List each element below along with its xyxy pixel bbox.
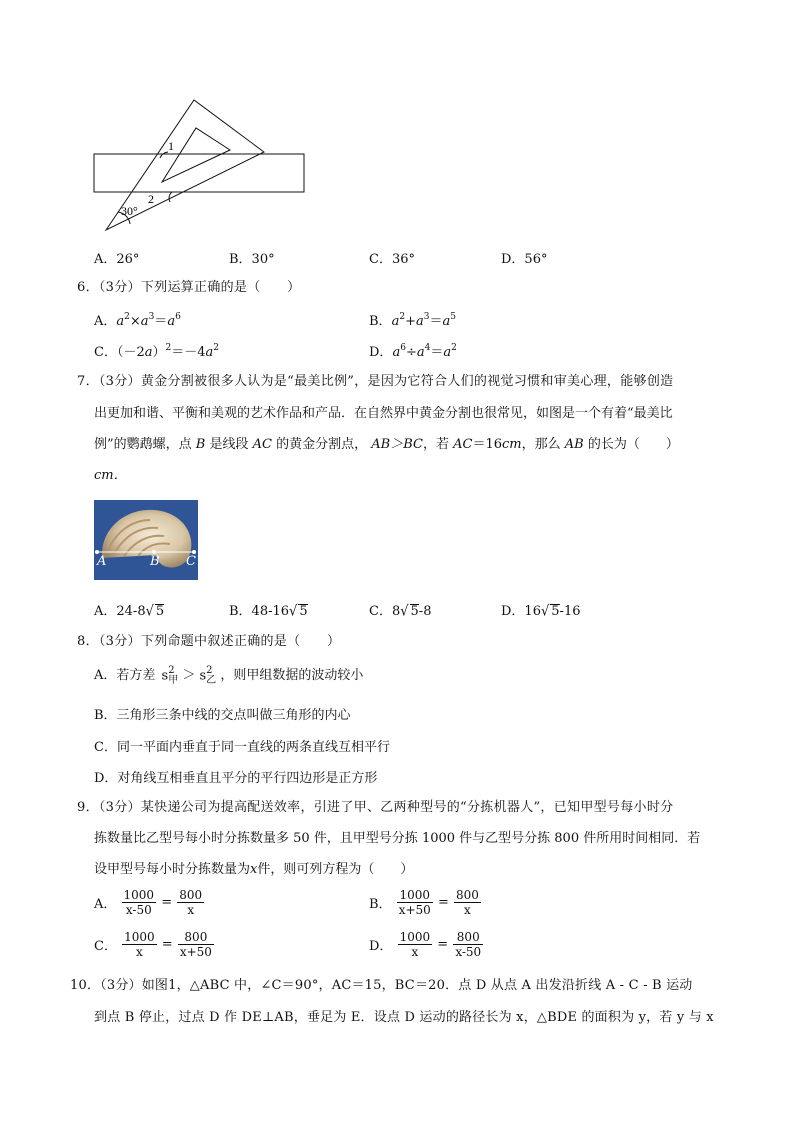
q7-option-b[interactable]: B．48-16√ 5	[229, 603, 308, 620]
q10-stem-line2: 到点 B 停止，过点 D 作 DE⊥AB，垂足为 E．设点 D 运动的路径长为 x，△BDE 的面积为 y，若 y 与 x	[94, 1010, 714, 1025]
ruler-rect	[94, 154, 304, 192]
q9-option-a[interactable]: A． $\frac{1000}{x-50}$ = $\frac{800}{x}$	[94, 888, 203, 917]
q7-option-d[interactable]: D．16√ 5-16	[501, 603, 581, 620]
q8-option-c[interactable]: C．同一平面内垂直于同一直线的两条直线互相平行	[94, 740, 390, 755]
ruler-triangle-figure	[90, 96, 310, 236]
q7-stem-line3: 例”的鹦鹉螺，点 B 是线段 AC 的黄金分割点， AB＞BC，若 AC＝16cm，那么 AB 的长为（ ）	[94, 437, 679, 452]
label-1: 1	[168, 139, 174, 153]
q9-option-c[interactable]: C． $\frac{1000}{x}$ = $\frac{800}{x+50}$	[94, 930, 212, 959]
shell-label-a: A	[97, 554, 107, 569]
q6-option-a[interactable]: A．$a^2\times a^3=a^6$	[94, 312, 181, 329]
label-2: 2	[148, 192, 154, 206]
angle-1-arc	[160, 152, 168, 158]
q6-option-d[interactable]: D．$a^6\div a^4=a^2$	[369, 343, 457, 360]
label-30: 30°	[121, 204, 138, 218]
shell-label-c: C	[186, 554, 196, 569]
q7-stem-line4: cm．	[94, 468, 127, 483]
q9-stem-line1: 9．（3分）某快递公司为提高配送效率，引进了甲、乙两种型号的“分拣机器人”，已知甲型号每小时分	[77, 800, 674, 815]
nautilus-shell-image	[94, 500, 198, 580]
angle-2-arc	[169, 192, 172, 202]
q9-stem-line2: 拣数量比乙型号每小时分拣数量多 50 件，且甲型号分拣 1000 件与乙型号分拣 800 件所用时间相同．若	[94, 831, 701, 846]
q6-stem: 6．（3分）下列运算正确的是（ ）	[77, 280, 301, 295]
q9-option-d[interactable]: D． $\frac{1000}{x}$ = $\frac{800}{x-50}$	[369, 930, 482, 959]
q9-option-b[interactable]: B． $\frac{1000}{x+50}$ = $\frac{800}{x}$	[369, 888, 479, 917]
q6-option-b[interactable]: B．$a^2+a^3=a^5$	[369, 312, 456, 329]
q10-stem-line1: 10．（3分）如图1，△ABC 中，∠C＝90°，AC＝15，BC＝20．点 D 从点 A 出发沿折线 A - C - B 运动	[70, 978, 693, 993]
q8-stem: 8．（3分）下列命题中叙述正确的是（ ）	[77, 634, 341, 649]
q5-option-b[interactable]: B．30°	[229, 252, 275, 267]
q5-option-c[interactable]: C．36°	[369, 252, 415, 267]
q6-option-c[interactable]: C．$(-2a)^2=-4a^2$	[94, 343, 220, 360]
q7-option-c[interactable]: C．8√ 5-8	[369, 603, 432, 620]
q8-option-b[interactable]: B．三角形三条中线的交点叫做三角形的内心	[94, 708, 351, 723]
q8-option-d[interactable]: D．对角线互相垂直且平分的平行四边形是正方形	[94, 771, 378, 786]
q8-option-a[interactable]: A．若方差 s 2 甲 ＞ s 2 乙 ，则甲组数据的波动较小	[94, 664, 364, 686]
q5-option-a[interactable]: A．26°	[94, 252, 140, 267]
q9-stem-line3: 设甲型号每小时分拣数量为x件，则可列方程为（ ）	[94, 862, 414, 877]
shell-label-b: B	[150, 554, 160, 569]
q7-stem-line2: 出更加和谐、平衡和美观的艺术作品和产品．在自然界中黄金分割也很常见，如图是一个有着“最美比	[94, 406, 673, 421]
q7-option-a[interactable]: A．24-8√ 5	[94, 603, 165, 620]
q5-option-d[interactable]: D．56°	[501, 252, 548, 267]
q7-stem-line1: 7．（3分）黄金分割被很多人认为是“最美比例”，是因为它符合人们的视觉习惯和审美心理，能够创造	[77, 374, 674, 389]
